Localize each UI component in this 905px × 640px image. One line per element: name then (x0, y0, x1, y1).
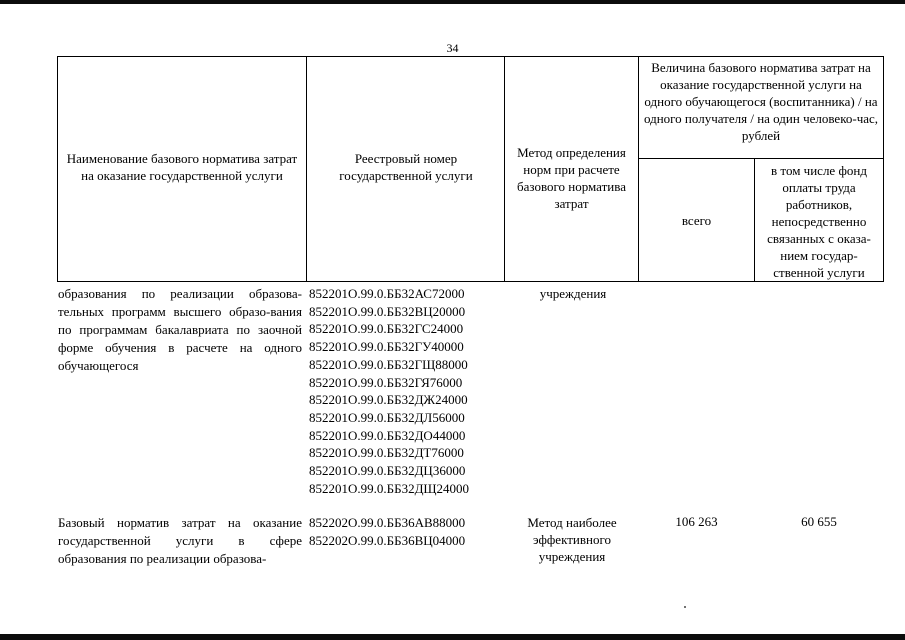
bottom-border (0, 634, 905, 640)
registry-code: 852201О.99.0.ББ32ДТ76000 (309, 445, 464, 461)
registry-code: 852201О.99.0.ББ32ДО44000 (309, 427, 466, 443)
registry-code: 852201О.99.0.ББ32ДЦ36000 (309, 463, 466, 479)
registry-code: 852202О.99.0.ББ36АВ88000 (309, 515, 466, 530)
table-left-border (57, 56, 58, 282)
table-top-border (57, 56, 884, 57)
registry-code: 852201О.99.0.ББ32ГС24000 (309, 321, 464, 337)
header-total: всего (681, 213, 712, 228)
registry-code: 852201О.99.0.ББ32ГЩ88000 (309, 356, 468, 372)
row2-incl: 60 655 (801, 514, 837, 529)
registry-code: 852201О.99.0.ББ32ДЖ24000 (309, 392, 468, 408)
registry-code: 852201О.99.0.ББ32АС72000 (309, 286, 465, 301)
column-divider-3 (638, 56, 639, 282)
header-incl: в том числе фонд оплаты труда работников, непосредственно связанных с оказа-нием государ-ственной услуги (767, 163, 871, 280)
column-divider-2 (504, 56, 505, 282)
row2-total: 106 263 (675, 514, 718, 529)
header-name: Наименование базового норматива затрат на оказание государственной услуги (66, 151, 298, 183)
column-divider-1 (306, 56, 307, 282)
row1-method: учреждения (539, 286, 607, 301)
registry-code: 852201О.99.0.ББ32ВЦ20000 (309, 303, 466, 319)
top-border (0, 0, 905, 4)
registry-code: 852201О.99.0.ББ32ДЛ56000 (309, 409, 465, 425)
row2-name: Базовый норматив затрат на оказание государственной услуги в сфере образования по реализации образова- (58, 515, 302, 566)
row1-codes (309, 285, 509, 497)
header-method: Метод определения норм при расчете базового норматива затрат (517, 145, 626, 211)
page-number: 34 (446, 41, 459, 55)
registry-code: 852201О.99.0.ББ32ГУ40000 (309, 339, 464, 355)
header-registry: Реестровый номер государственной услуги (339, 151, 473, 183)
header-sub-divider (638, 158, 884, 159)
registry-code: 852202О.99.0.ББ36ВЦ04000 (309, 532, 466, 548)
column-divider-4 (754, 158, 755, 282)
scan-speck (684, 606, 686, 608)
registry-code: 852201О.99.0.ББ32ДЩ24000 (309, 480, 470, 496)
row1-name: образования по реализации образова-тельных программ высшего образо-вания по программам бакалавриата по заочной форме обучения в расчете на одного обучающегося (58, 286, 302, 373)
table-right-border (883, 56, 884, 282)
registry-code: 852201О.99.0.ББ32ГЯ76000 (309, 374, 463, 390)
row2-method: Метод наиболее эффективного учреждения (527, 515, 617, 564)
header-bottom-border (57, 281, 884, 282)
header-value: Величина базового норматива затрат на оказание государственной услуги на одного обучающегося (воспитанника) / на одного получателя / на один человеко-час, рублей (643, 60, 879, 143)
row2-codes (309, 514, 509, 549)
